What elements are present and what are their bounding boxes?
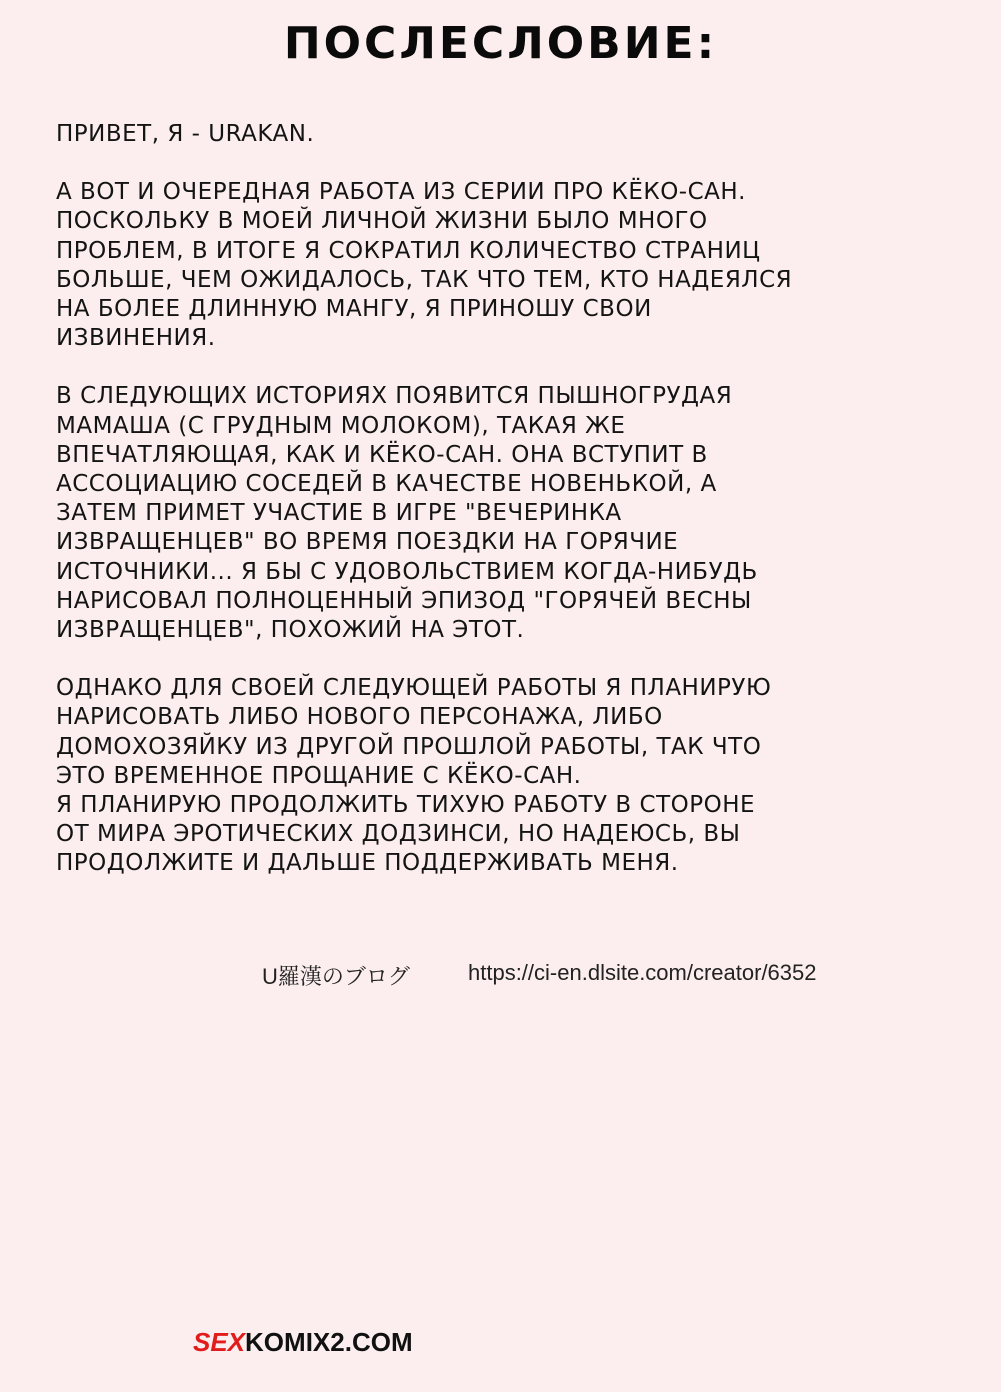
paragraph-farewell: ОДНАКО ДЛЯ СВОЕЙ СЛЕДУЮЩЕЙ РАБОТЫ Я ПЛАНИРУЮ НАРИСОВАТЬ ЛИБО НОВОГО ПЕРСОНАЖА, ЛИБО ДОМОХОЗЯЙКУ ИЗ ДРУГОЙ ПРОШЛОЙ РАБОТЫ, ТАК ЧТО ЭТО ВРЕМЕННОЕ ПРОЩАНИЕ С КЁКО-САН. Я ПЛАНИРУЮ ПРОДОЛЖИТЬ ТИХУЮ РАБОТУ В СТОРОНЕ ОТ МИРА ЭРОТИЧЕСКИХ ДОДЗИНСИ, НО НАДЕЮСЬ, ВЫ ПРОДОЛЖИТЕ И ДАЛЬШЕ ПОДДЕРЖИВАТЬ МЕНЯ. <box>56 675 772 877</box>
paragraph-next-stories: В СЛЕДУЮЩИХ ИСТОРИЯХ ПОЯВИТСЯ ПЫШНОГРУДАЯ МАМАША (С ГРУДНЫМ МОЛОКОМ), ТАКАЯ ЖЕ ВПЕЧАТЛЯЮЩАЯ, КАК И КЁКО-САН. ОНА ВСТУПИТ В АССОЦИАЦИЮ СОСЕДЕЙ В КАЧЕСТВЕ НОВЕНЬКОЙ, А ЗАТЕМ ПРИМЕТ УЧАСТИЕ В ИГРЕ "ВЕЧЕРИНКА ИЗВРАЩЕНЦЕВ" ВО ВРЕМЯ ПОЕЗДКИ НА ГОРЯЧИЕ ИСТОЧНИКИ... Я БЫ С УДОВОЛЬСТВИЕМ КОГДА-НИБУДЬ НАРИСОВАЛ ПОЛНОЦЕННЫЙ ЭПИЗОД "ГОРЯЧЕЙ ВЕСНЫ ИЗВРАЩЕНЦЕВ", ПОХОЖИЙ НА ЭТОТ. <box>56 383 758 644</box>
page-title: ПОСЛЕСЛОВИЕ: <box>283 18 718 69</box>
paragraph-intro: А ВОТ И ОЧЕРЕДНАЯ РАБОТА ИЗ СЕРИИ ПРО КЁКО-САН. ПОСКОЛЬКУ В МОЕЙ ЛИЧНОЙ ЖИЗНИ БЫЛО МНОГО ПРОБЛЕМ, В ИТОГЕ Я СОКРАТИЛ КОЛИЧЕСТВО СТРАНИЦ БОЛЬШЕ, ЧЕМ ОЖИДАЛОСЬ, ТАК ЧТО ТЕМ, КТО НАДЕЯЛСЯ НА БОЛЕЕ ДЛИННУЮ МАНГУ, Я ПРИНОШУ СВОИ ИЗВИНЕНИЯ. <box>56 179 793 352</box>
site-watermark <box>193 1327 413 1358</box>
watermark-accent-text: SEX <box>193 1327 246 1357</box>
blog-name: U羅漢のブログ <box>262 964 410 989</box>
afterword-body <box>56 120 936 908</box>
watermark-text: KOMIX2.COM <box>245 1327 413 1357</box>
blog-url-link[interactable]: https://ci-en.dlsite.com/creator/6352 <box>468 960 817 985</box>
paragraph-greeting: ПРИВЕТ, Я - URAKAN. <box>56 121 315 147</box>
